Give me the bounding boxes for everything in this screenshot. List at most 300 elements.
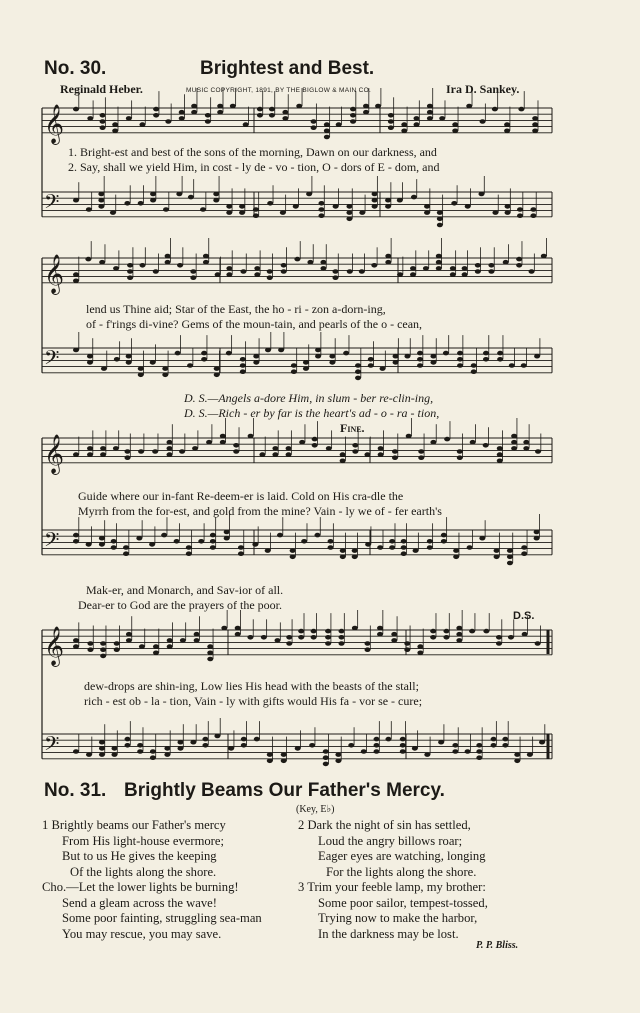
note-head [311, 629, 317, 634]
note-head [401, 129, 407, 134]
note-head [374, 749, 380, 754]
note-head [507, 548, 513, 553]
verse-line: For the lights along the shore. [326, 864, 477, 879]
note-head [126, 638, 132, 643]
note-head [534, 536, 540, 541]
note-head [233, 443, 239, 448]
note-head [111, 539, 117, 544]
note-head [476, 743, 482, 748]
note-head [280, 210, 286, 215]
note-head [417, 644, 423, 649]
note-head [393, 354, 399, 359]
note-head [380, 366, 386, 371]
key-signature-note: (Key, E♭) [296, 804, 335, 815]
note-head [368, 363, 374, 368]
note-head [350, 107, 356, 112]
note-head [332, 269, 338, 274]
note-head [427, 545, 433, 550]
note-head [457, 363, 463, 368]
note-head [282, 116, 288, 121]
note-head [374, 737, 380, 742]
note-head [248, 434, 254, 439]
note-head [269, 107, 275, 112]
note-head [213, 192, 219, 197]
note-head [361, 749, 367, 754]
note-head [437, 217, 443, 222]
note-head [254, 272, 260, 277]
note-head [192, 446, 198, 451]
note-head [240, 369, 246, 374]
verse-line: Eager eyes are watching, longing [318, 849, 486, 864]
note-head [214, 734, 220, 739]
note-head [312, 443, 318, 448]
note-head [363, 104, 369, 109]
note-head [343, 351, 349, 356]
note-head [352, 443, 358, 448]
note-head [365, 647, 371, 652]
note-head [400, 737, 406, 742]
note-head [521, 551, 527, 556]
note-head [532, 116, 538, 121]
note-head [350, 113, 356, 118]
note-head [281, 263, 287, 268]
note-head [259, 452, 265, 457]
note-head [167, 644, 173, 649]
note-head [508, 635, 514, 640]
lyricist-credit: Reginald Heber. [60, 82, 143, 96]
note-head [418, 449, 424, 454]
note-head [257, 113, 263, 118]
note-head [267, 759, 273, 764]
verse-line: But to us He gives the keeping [62, 849, 217, 864]
note-head [335, 759, 341, 764]
note-head [311, 125, 317, 130]
note-head [315, 348, 321, 353]
composer-credit: Ira D. Sankey. [446, 82, 520, 96]
note-head [483, 443, 489, 448]
note-head [507, 555, 513, 560]
note-head [352, 626, 358, 631]
note-head [329, 354, 335, 359]
note-head [235, 632, 241, 637]
note-head [436, 266, 442, 271]
note-head [217, 110, 223, 115]
verse-line: Some poor sailor, tempest-tossed, [318, 895, 488, 910]
note-head [99, 536, 105, 541]
note-head [174, 539, 180, 544]
note-head [404, 641, 410, 646]
note-head [187, 363, 193, 368]
note-head [226, 272, 232, 277]
note-head [190, 740, 196, 745]
note-head [203, 260, 209, 265]
note-head [201, 357, 207, 362]
note-head [127, 275, 133, 280]
note-head [541, 254, 547, 259]
ds-marking: D.S. [513, 610, 535, 622]
note-head [177, 263, 183, 268]
note-head [267, 201, 273, 206]
note-head [340, 452, 346, 457]
note-head [439, 116, 445, 121]
note-head [450, 266, 456, 271]
note-head [179, 110, 185, 115]
note-head [323, 749, 329, 754]
note-head [99, 752, 105, 757]
note-head [221, 626, 227, 631]
note-head [206, 440, 212, 445]
note-head [165, 254, 171, 259]
note-head [207, 657, 213, 662]
note-head [427, 104, 433, 109]
note-head [430, 440, 436, 445]
note-head [443, 635, 449, 640]
note-head [161, 533, 167, 538]
note-head [401, 551, 407, 556]
note-head [430, 354, 436, 359]
note-head [488, 269, 494, 274]
lyric-line: Dear-er to God are the prayers of the poor. [78, 598, 283, 612]
note-head [240, 363, 246, 368]
note-head [410, 266, 416, 271]
note-head [112, 122, 118, 127]
note-head [324, 122, 330, 127]
note-head [124, 449, 130, 454]
note-head [452, 122, 458, 127]
note-head [254, 266, 260, 271]
note-head [238, 545, 244, 550]
note-head [191, 110, 197, 115]
verse-line: 2 Dark the night of sin has settled, [298, 818, 471, 832]
note-head [240, 357, 246, 362]
note-head [269, 113, 275, 118]
note-head [253, 213, 259, 218]
note-head [325, 641, 331, 646]
note-head [86, 752, 92, 757]
note-head [355, 369, 361, 374]
note-head [177, 740, 183, 745]
note-head [179, 449, 185, 454]
note-head [457, 351, 463, 356]
note-head [505, 204, 511, 209]
note-head [226, 266, 232, 271]
note-head [404, 354, 410, 359]
note-head [286, 452, 292, 457]
note-head [290, 548, 296, 553]
note-head [339, 629, 345, 634]
note-head [328, 539, 334, 544]
note-head [492, 107, 498, 112]
note-head [114, 641, 120, 646]
note-head [113, 446, 119, 451]
note-head [277, 533, 283, 538]
note-head [521, 545, 527, 550]
verse-line: Of the lights along the shore. [70, 864, 217, 879]
note-head [150, 192, 156, 197]
note-head [502, 743, 508, 748]
note-head [516, 257, 522, 262]
note-head [267, 752, 273, 757]
ds-lyric-line: D. S.—Rich - er by far is the heart's ad - o - ra - tion, [184, 406, 440, 420]
bass-clef: 𝄢 [44, 189, 60, 218]
note-head [427, 116, 433, 121]
chorus [42, 880, 262, 942]
note-head [457, 357, 463, 362]
note-head [412, 746, 418, 751]
lyric-line: of - f'rings di-vine? Gems of the moun-tain, and pearls of the o - cean, [86, 317, 423, 331]
note-head [483, 351, 489, 356]
note-head [494, 555, 500, 560]
note-head [253, 360, 259, 365]
note-head [298, 635, 304, 640]
note-head [224, 536, 230, 541]
note-head [73, 638, 79, 643]
note-head [152, 449, 158, 454]
note-head [241, 737, 247, 742]
note-head [87, 446, 93, 451]
lyric-line: 1. Bright-est and best of the sons of the morning, Dawn on our darkness, and [68, 145, 437, 159]
note-head [437, 223, 443, 228]
note-head [530, 207, 536, 212]
note-head [139, 122, 145, 127]
note-head [514, 759, 520, 764]
note-head [516, 263, 522, 268]
note-head [166, 440, 172, 445]
note-head [323, 755, 329, 760]
note-head [73, 452, 79, 457]
note-head [253, 354, 259, 359]
note-head [286, 446, 292, 451]
note-head [465, 204, 471, 209]
note-head [470, 440, 476, 445]
note-head [267, 269, 273, 274]
note-head [311, 635, 317, 640]
note-head [346, 210, 352, 215]
note-head [504, 122, 510, 127]
note-head [86, 207, 92, 212]
verse-line: You may rescue, you may save. [62, 926, 222, 941]
note-head [73, 348, 79, 353]
note-head [220, 434, 226, 439]
note-head [355, 363, 361, 368]
note-head [436, 260, 442, 265]
note-head [534, 530, 540, 535]
note-head [393, 360, 399, 365]
note-head [430, 635, 436, 640]
note-head [496, 635, 502, 640]
note-head [502, 737, 508, 742]
note-head [339, 635, 345, 640]
note-head [438, 740, 444, 745]
note-head [457, 449, 463, 454]
note-head [306, 192, 312, 197]
note-head [149, 542, 155, 547]
note-head [397, 198, 403, 203]
note-head [87, 116, 93, 121]
note-head [138, 366, 144, 371]
note-head [123, 545, 129, 550]
note-head [397, 272, 403, 277]
note-head [190, 275, 196, 280]
note-head [190, 269, 196, 274]
note-head [239, 204, 245, 209]
note-head [318, 207, 324, 212]
note-head [365, 641, 371, 646]
note-head [413, 548, 419, 553]
note-head [318, 201, 324, 206]
note-head [150, 755, 156, 760]
note-head [450, 272, 456, 277]
note-head [539, 740, 545, 745]
note-head [139, 644, 145, 649]
note-head [301, 539, 307, 544]
note-head [385, 198, 391, 203]
verse-line: Send a gleam across the wave! [62, 895, 217, 910]
note-head [441, 533, 447, 538]
note-head [535, 449, 541, 454]
note-head [239, 210, 245, 215]
note-head [111, 545, 117, 550]
note-head [480, 119, 486, 124]
note-head [352, 555, 358, 560]
note-head [220, 440, 226, 445]
note-head [532, 129, 538, 134]
note-head [418, 455, 424, 460]
note-head [462, 266, 468, 271]
hymn-title: Brightly Beams Our Father's Mercy. [124, 780, 445, 801]
note-head [339, 641, 345, 646]
note-head [73, 539, 79, 544]
note-head [452, 743, 458, 748]
treble-clef: 𝄞 [44, 253, 65, 294]
note-head [436, 254, 442, 259]
note-head [511, 434, 517, 439]
note-head [198, 539, 204, 544]
note-head [272, 446, 278, 451]
note-head [101, 366, 107, 371]
note-head [203, 254, 209, 259]
note-head [400, 743, 406, 748]
note-head [456, 638, 462, 643]
bass-clef: 𝄢 [44, 345, 60, 374]
note-head [164, 752, 170, 757]
note-head [153, 107, 159, 112]
note-head [113, 266, 119, 271]
verse-line: Trying now to make the harbor, [318, 911, 478, 926]
note-head [153, 651, 159, 656]
note-head [475, 263, 481, 268]
note-head [243, 122, 249, 127]
note-head [475, 269, 481, 274]
note-head [138, 201, 144, 206]
note-head [453, 555, 459, 560]
note-head [165, 119, 171, 124]
note-head [385, 254, 391, 259]
note-head [303, 360, 309, 365]
note-head [451, 201, 457, 206]
note-head [411, 195, 417, 200]
note-head [167, 638, 173, 643]
note-head [241, 743, 247, 748]
note-head [414, 116, 420, 121]
note-head [126, 632, 132, 637]
note-head [261, 635, 267, 640]
note-head [371, 263, 377, 268]
note-head [281, 759, 287, 764]
note-head [491, 737, 497, 742]
note-head [114, 357, 120, 362]
note-head [532, 122, 538, 127]
note-head [385, 260, 391, 265]
note-head [137, 743, 143, 748]
note-head [523, 446, 529, 451]
note-head [296, 104, 302, 109]
note-head [126, 360, 132, 365]
note-head [186, 551, 192, 556]
note-head [469, 629, 475, 634]
note-head [138, 449, 144, 454]
note-head [205, 113, 211, 118]
note-head [441, 539, 447, 544]
note-head [377, 545, 383, 550]
note-head [368, 357, 374, 362]
note-head [479, 536, 485, 541]
note-head [247, 635, 253, 640]
note-head [138, 373, 144, 378]
note-head [494, 548, 500, 553]
note-head [328, 545, 334, 550]
note-head [503, 260, 509, 265]
note-head [452, 129, 458, 134]
note-head [497, 446, 503, 451]
note-head [401, 539, 407, 544]
note-head [320, 260, 326, 265]
note-head [497, 459, 503, 464]
note-head [417, 363, 423, 368]
note-head [326, 446, 332, 451]
note-head [87, 354, 93, 359]
treble-clef: 𝄞 [44, 433, 65, 474]
note-head [233, 449, 239, 454]
note-head [430, 629, 436, 634]
note-head [278, 348, 284, 353]
note-head [443, 629, 449, 634]
note-head [462, 272, 468, 277]
note-head [374, 743, 380, 748]
note-head [375, 104, 381, 109]
note-head [476, 755, 482, 760]
note-head [391, 632, 397, 637]
note-head [125, 737, 131, 742]
note-head [456, 626, 462, 631]
note-head [517, 207, 523, 212]
note-head [214, 366, 220, 371]
bass-clef: 𝄢 [44, 731, 60, 760]
verse-3 [298, 880, 488, 942]
verse-line: From His light-house evermore; [62, 833, 224, 848]
note-head [180, 638, 186, 643]
note-head [427, 110, 433, 115]
note-head [294, 257, 300, 262]
note-head [325, 629, 331, 634]
note-head [281, 752, 287, 757]
note-head [215, 272, 221, 277]
note-head [372, 204, 378, 209]
note-head [123, 551, 129, 556]
verse-line: Some poor fainting, struggling sea-man [62, 911, 262, 926]
note-head [87, 647, 93, 652]
note-head [73, 644, 79, 649]
